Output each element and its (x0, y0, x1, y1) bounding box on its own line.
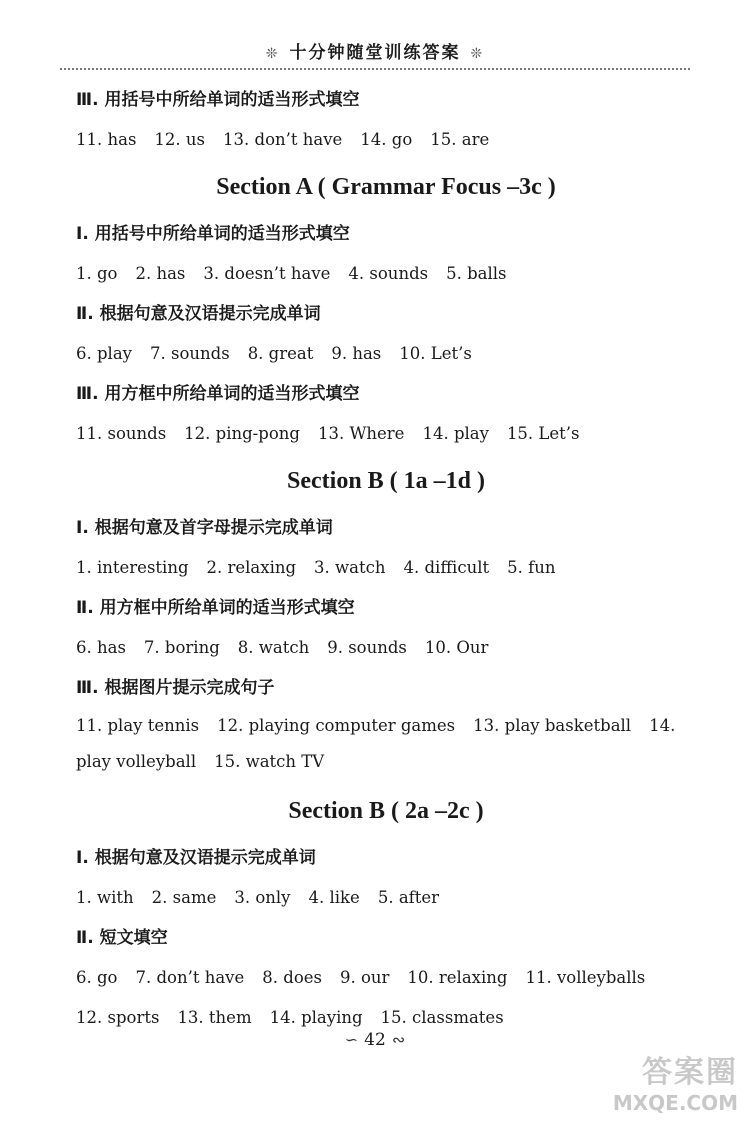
answer-item: 3. doesn’t have (203, 264, 331, 283)
answer-item: 12. ping-pong (184, 424, 300, 443)
header-title: 十分钟随堂训练答案 (289, 43, 461, 63)
watermark (613, 1047, 738, 1115)
page-number: 42 (364, 1030, 386, 1050)
answer-item: 2. same (151, 888, 217, 907)
answer-line (76, 334, 696, 374)
answer-item: 6. go (76, 968, 118, 987)
answer-item: 11. volleyballs (525, 968, 646, 987)
answer-item: 6. has (76, 638, 126, 657)
answer-item: 9. has (331, 344, 382, 363)
answer-line (76, 878, 696, 918)
section-title: Section B ( 2a –2c ) (288, 798, 484, 824)
answer-item: 13. Where (317, 424, 405, 443)
watermark-site: MXQE.COM (612, 1091, 738, 1115)
answer-item: 4. sounds (348, 264, 429, 283)
answer-line (76, 120, 696, 160)
answer-item: 13. don’t have (223, 130, 343, 149)
footer-ornament-icon: ∽ (344, 1030, 359, 1049)
answer-line (76, 548, 696, 588)
answer-line (76, 958, 696, 998)
answer-item: 15. Let’s (506, 424, 580, 443)
answer-item: 5. fun (507, 558, 556, 577)
answer-item: 15. watch TV (214, 752, 325, 771)
answer-item: 9. sounds (327, 638, 407, 657)
answer-item: 4. difficult (403, 558, 490, 577)
answer-item: 9. our (339, 968, 390, 987)
answer-item: 14. play volleyball (76, 716, 676, 771)
subsection-heading: Ⅲ. 根据图片提示完成句子 (76, 678, 275, 698)
subsection-heading: Ⅲ. 用括号中所给单词的适当形式填空 (76, 90, 360, 110)
answer-item: 3. only (234, 888, 291, 907)
answer-item: 15. classmates (380, 1008, 504, 1027)
answer-item: 14. go (360, 130, 413, 149)
answer-item: 8. watch (237, 638, 310, 657)
answer-item: 5. after (377, 888, 440, 907)
answer-item: 10. Our (424, 638, 489, 657)
answer-line (76, 254, 696, 294)
answer-line (76, 628, 696, 668)
answer-item: 7. boring (143, 638, 220, 657)
answer-item: 13. play basketball (473, 716, 632, 735)
answer-item: 12. us (154, 130, 206, 149)
answer-item: 6. play (76, 344, 132, 363)
answer-item: 1. interesting (76, 558, 189, 577)
answer-item: 15. are (430, 130, 490, 149)
subsection-heading: Ⅰ. 用括号中所给单词的适当形式填空 (76, 224, 350, 244)
section-title: Section B ( 1a –1d ) (287, 468, 485, 494)
subsection-heading: Ⅱ. 短文填空 (76, 928, 168, 948)
answer-line (76, 414, 696, 454)
answer-item: 11. has (76, 130, 137, 149)
answer-item: 10. relaxing (407, 968, 508, 987)
ornament-icon: ❊ (470, 46, 485, 62)
answer-item: 12. playing computer games (217, 716, 456, 735)
header-divider (60, 68, 690, 70)
answer-item: 12. sports (76, 1008, 160, 1027)
section-title: Section A ( Grammar Focus –3c ) (216, 174, 556, 200)
answer-content (76, 80, 696, 1038)
subsection-heading: Ⅲ. 用方框中所给单词的适当形式填空 (76, 384, 360, 404)
answer-item: 8. does (262, 968, 322, 987)
answer-item: 7. don’t have (135, 968, 245, 987)
running-header (0, 38, 750, 63)
answer-item: 7. sounds (150, 344, 230, 363)
answer-item: 2. relaxing (206, 558, 297, 577)
answer-item: 2. has (135, 264, 186, 283)
subsection-heading: Ⅰ. 根据句意及汉语提示完成单词 (76, 848, 316, 868)
answer-item: 1. go (76, 264, 118, 283)
answer-item: 3. watch (314, 558, 386, 577)
answer-item: 11. play tennis (76, 716, 200, 735)
answer-item: 14. play (422, 424, 489, 443)
answer-item: 4. like (308, 888, 360, 907)
footer-ornament-icon: ∾ (391, 1030, 406, 1049)
ornament-icon: ❊ (265, 46, 280, 62)
answer-item: 11. sounds (76, 424, 167, 443)
watermark-brand: 答案圈 (642, 1055, 738, 1090)
subsection-heading: Ⅱ. 用方框中所给单词的适当形式填空 (76, 598, 355, 618)
answer-item: 5. balls (446, 264, 507, 283)
subsection-heading: Ⅱ. 根据句意及汉语提示完成单词 (76, 304, 321, 324)
answer-line (76, 708, 696, 780)
answer-item: 10. Let’s (399, 344, 472, 363)
answer-item: 1. with (76, 888, 134, 907)
answer-item: 13. them (177, 1008, 252, 1027)
answer-item: 14. playing (269, 1008, 363, 1027)
subsection-heading: Ⅰ. 根据句意及首字母提示完成单词 (76, 518, 333, 538)
answer-item: 8. great (247, 344, 314, 363)
